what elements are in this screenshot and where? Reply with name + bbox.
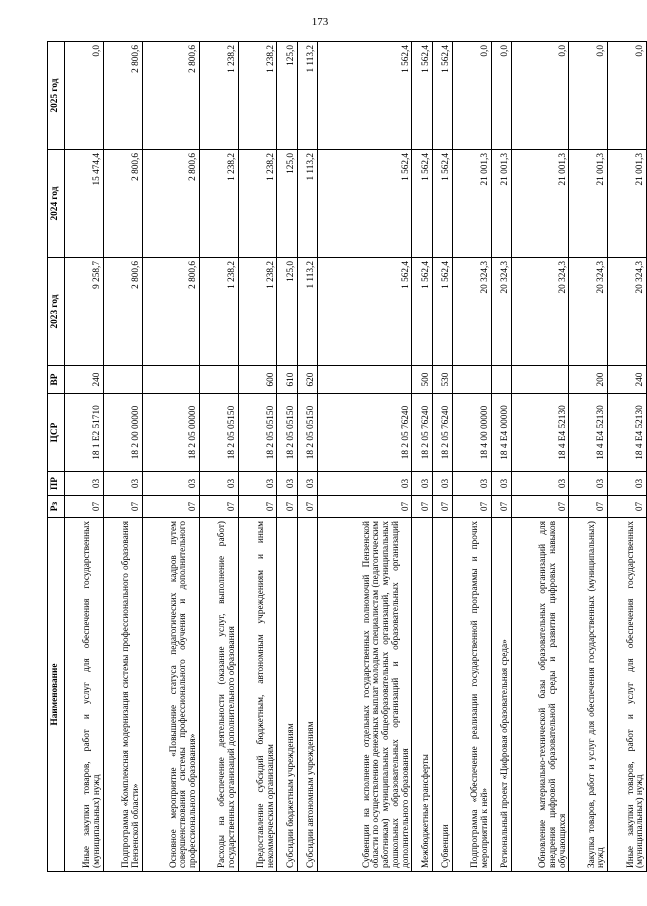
- row-rz: 07: [297, 496, 317, 518]
- row-value-2025: 0,0: [65, 42, 104, 150]
- row-vr: 530: [432, 366, 452, 394]
- row-pr: 03: [297, 472, 317, 496]
- row-name: Расходы на обеспечение деятельности (оказание услуг, выполнение работ) государственных организаций дополнительного образования: [199, 518, 238, 872]
- row-value-2023: 20 324,3: [491, 258, 511, 366]
- row-csr: 18 2 05 05150: [199, 394, 238, 472]
- row-value-2024: 125,0: [277, 150, 297, 258]
- row-rz: 07: [199, 496, 238, 518]
- row-csr: 18 4 00 00000: [452, 394, 491, 472]
- table-row: [569, 42, 608, 872]
- row-csr: 18 2 05 76240: [318, 394, 412, 472]
- row-csr: 18 4 Е4 52130: [608, 394, 647, 472]
- table-row: [238, 42, 277, 872]
- row-name: Иные закупки товаров, работ и услуг для обеспечения государственных (муниципальных) нужд: [608, 518, 647, 872]
- table-row: [142, 42, 199, 872]
- row-pr: 03: [491, 472, 511, 496]
- header-csr: ЦСР: [48, 394, 65, 472]
- row-pr: 03: [238, 472, 277, 496]
- table-row: [491, 42, 511, 872]
- row-vr: [318, 366, 412, 394]
- header-name: Наименование: [48, 518, 65, 872]
- row-name: Субсидии бюджетным учреждениям: [277, 518, 297, 872]
- table-row: [103, 42, 142, 872]
- row-value-2024: 21 001,3: [569, 150, 608, 258]
- table-body: [65, 42, 647, 872]
- header-pr: ПР: [48, 472, 65, 496]
- row-vr: [199, 366, 238, 394]
- row-vr: 600: [238, 366, 277, 394]
- row-rz: 07: [238, 496, 277, 518]
- table-row: [297, 42, 317, 872]
- row-csr: 18 2 05 05150: [277, 394, 297, 472]
- row-name: Межбюджетные трансферты: [412, 518, 432, 872]
- row-value-2025: 1 562,4: [432, 42, 452, 150]
- row-pr: 03: [103, 472, 142, 496]
- row-rz: 07: [412, 496, 432, 518]
- row-rz: 07: [318, 496, 412, 518]
- row-name: Региональный проект «Цифровая образовательная среда»: [491, 518, 511, 872]
- row-csr: 18 2 05 05150: [297, 394, 317, 472]
- row-pr: 03: [432, 472, 452, 496]
- row-value-2024: 1 562,4: [412, 150, 432, 258]
- row-rz: 07: [569, 496, 608, 518]
- table-row: [318, 42, 412, 872]
- row-csr: 18 2 05 76240: [432, 394, 452, 472]
- row-value-2023: 2 800,6: [103, 258, 142, 366]
- row-pr: 03: [608, 472, 647, 496]
- row-vr: 240: [608, 366, 647, 394]
- row-value-2024: 21 001,3: [608, 150, 647, 258]
- row-vr: [512, 366, 569, 394]
- row-name: Подпрограмма «Обеспечение реализации государственной программы и прочих мероприятий к ней»: [452, 518, 491, 872]
- row-value-2024: 1 562,4: [432, 150, 452, 258]
- row-name: Закупка товаров, работ и услуг для обеспечения государственных (муниципальных) нужд: [569, 518, 608, 872]
- row-value-2023: 2 800,6: [142, 258, 199, 366]
- table-row: [512, 42, 569, 872]
- row-csr: 18 2 00 00000: [103, 394, 142, 472]
- table-row: [608, 42, 647, 872]
- row-value-2025: 0,0: [512, 42, 569, 150]
- row-value-2025: 1 562,4: [412, 42, 432, 150]
- row-vr: 620: [297, 366, 317, 394]
- rotated-table-container: [47, 42, 647, 872]
- row-vr: 610: [277, 366, 297, 394]
- row-rz: 07: [452, 496, 491, 518]
- row-rz: 07: [277, 496, 297, 518]
- row-value-2023: 1 238,2: [238, 258, 277, 366]
- row-value-2024: 1 238,2: [199, 150, 238, 258]
- row-csr: 18 2 05 05150: [238, 394, 277, 472]
- table-row: [452, 42, 491, 872]
- row-rz: 07: [103, 496, 142, 518]
- row-pr: 03: [412, 472, 432, 496]
- row-csr: 18 1 Е2 51710: [65, 394, 104, 472]
- row-value-2023: 20 324,3: [512, 258, 569, 366]
- row-vr: [103, 366, 142, 394]
- row-csr: 18 2 05 76240: [412, 394, 432, 472]
- row-value-2025: 2 800,6: [142, 42, 199, 150]
- row-value-2024: 2 800,6: [142, 150, 199, 258]
- row-rz: 07: [491, 496, 511, 518]
- row-vr: 200: [569, 366, 608, 394]
- row-csr: 18 4 Е4 52130: [512, 394, 569, 472]
- row-value-2023: 1 562,4: [432, 258, 452, 366]
- row-vr: 500: [412, 366, 432, 394]
- row-value-2023: 20 324,3: [608, 258, 647, 366]
- row-name: Иные закупки товаров, работ и услуг для обеспечения государственных (муниципальных) нужд: [65, 518, 104, 872]
- table-row: [277, 42, 297, 872]
- row-value-2023: 125,0: [277, 258, 297, 366]
- header-vr: ВР: [48, 366, 65, 394]
- row-rz: 07: [608, 496, 647, 518]
- row-value-2024: 1 238,2: [238, 150, 277, 258]
- table-header-row: [48, 42, 65, 872]
- row-vr: [142, 366, 199, 394]
- row-csr: 18 2 05 00000: [142, 394, 199, 472]
- row-name: Основное мероприятие «Повышение статуса педагогических кадров путем совершенствования системы профессионального обучения и дополнительного профессионального образования»: [142, 518, 199, 872]
- table-row: [412, 42, 432, 872]
- row-value-2024: 2 800,6: [103, 150, 142, 258]
- row-value-2024: 21 001,3: [491, 150, 511, 258]
- row-vr: [452, 366, 491, 394]
- row-name: Подпрограмма «Комплексная модернизация системы профессионального образования Пензенской области»: [103, 518, 142, 872]
- row-value-2025: 1 562,4: [318, 42, 412, 150]
- row-value-2025: 125,0: [277, 42, 297, 150]
- row-value-2023: 1 562,4: [318, 258, 412, 366]
- header-2023: 2023 год: [48, 258, 65, 366]
- row-name: Предоставление субсидий бюджетным, автономным учреждениям и иным некоммерческим организациям: [238, 518, 277, 872]
- row-value-2024: 15 474,4: [65, 150, 104, 258]
- page-number: 173: [311, 16, 329, 28]
- row-rz: 07: [142, 496, 199, 518]
- row-value-2023: 1 562,4: [412, 258, 432, 366]
- row-value-2025: 0,0: [491, 42, 511, 150]
- row-pr: 03: [512, 472, 569, 496]
- row-value-2025: 2 800,6: [103, 42, 142, 150]
- row-vr: [491, 366, 511, 394]
- row-pr: 03: [277, 472, 297, 496]
- budget-table: [47, 41, 647, 872]
- row-value-2023: 20 324,3: [569, 258, 608, 366]
- row-rz: 07: [432, 496, 452, 518]
- row-value-2023: 9 258,7: [65, 258, 104, 366]
- row-value-2025: 0,0: [569, 42, 608, 150]
- header-2025: 2025 год: [48, 42, 65, 150]
- row-name: Субвенции: [432, 518, 452, 872]
- row-value-2024: 1 562,4: [318, 150, 412, 258]
- row-value-2025: 1 113,2: [297, 42, 317, 150]
- header-2024: 2024 год: [48, 150, 65, 258]
- row-pr: 03: [65, 472, 104, 496]
- row-rz: 07: [512, 496, 569, 518]
- table-row: [199, 42, 238, 872]
- row-value-2025: 0,0: [608, 42, 647, 150]
- row-value-2024: 21 001,3: [512, 150, 569, 258]
- row-pr: 03: [318, 472, 412, 496]
- table-row: [432, 42, 452, 872]
- row-name: Обновление материально-технической базы образовательных организаций для внедрения цифровой образовательной среды и развития цифровых навыков обучающихся: [512, 518, 569, 872]
- row-pr: 03: [142, 472, 199, 496]
- row-value-2025: 1 238,2: [199, 42, 238, 150]
- row-value-2025: 1 238,2: [238, 42, 277, 150]
- row-value-2023: 1 113,2: [297, 258, 317, 366]
- row-value-2025: 0,0: [452, 42, 491, 150]
- header-rz: Рз: [48, 496, 65, 518]
- row-name: Субсидии автономным учреждениям: [297, 518, 317, 872]
- row-value-2023: 20 324,3: [452, 258, 491, 366]
- row-value-2023: 1 238,2: [199, 258, 238, 366]
- row-csr: 18 4 Е4 52130: [569, 394, 608, 472]
- table-row: [65, 42, 104, 872]
- row-pr: 03: [569, 472, 608, 496]
- row-pr: 03: [452, 472, 491, 496]
- row-pr: 03: [199, 472, 238, 496]
- row-rz: 07: [65, 496, 104, 518]
- row-csr: 18 4 Е4 00000: [491, 394, 511, 472]
- row-name: Субвенции на исполнение отдельных государственных полномочий Пензенской области по осуществлению денежных выплат молодым специалистам (педагогическим работникам) муниципальных общеобразовательных организаций, муниципальных дошкольных образовательных организаций и образовательных организаций дополнительного образования: [318, 518, 412, 872]
- row-vr: 240: [65, 366, 104, 394]
- row-value-2024: 21 001,3: [452, 150, 491, 258]
- row-value-2024: 1 113,2: [297, 150, 317, 258]
